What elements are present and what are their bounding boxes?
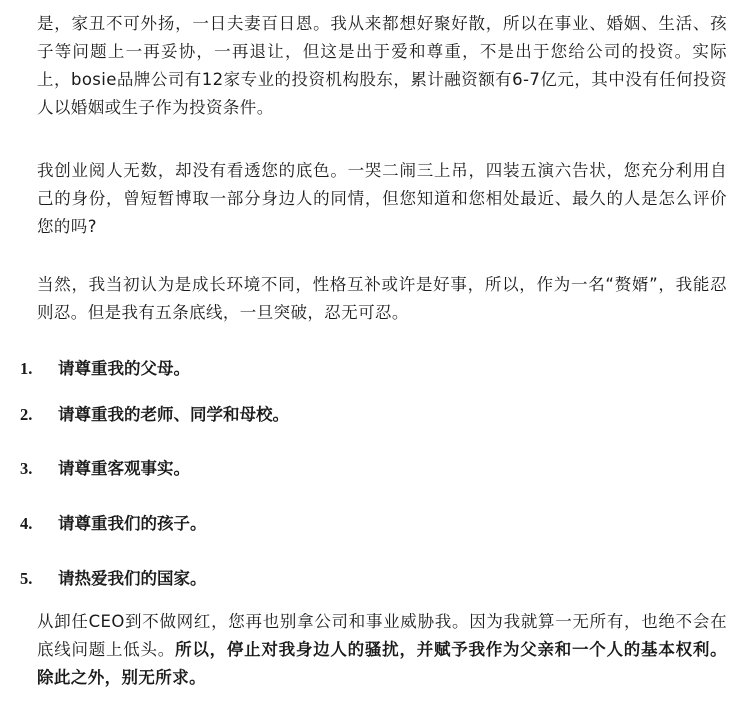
paragraph-character: 我创业阅人无数，却没有看透您的底色。一哭二闹三上吊，四装五演六告状，您充分利用自己的身份，曾短暂博取一部分身边人的同情，但您知道和您相处最近、最久的人是怎么评价您的吗? (37, 161, 727, 236)
bottom-line-item-1 (20, 357, 720, 381)
list-number: 2. (20, 405, 33, 424)
list-text: 请尊重我们的孩子。 (58, 514, 207, 533)
list-number: 5. (20, 569, 33, 588)
list-number: 4. (20, 514, 33, 533)
list-number: 3. (20, 459, 33, 478)
list-text: 请热爱我们的国家。 (58, 569, 207, 588)
bottom-line-item-4 (20, 512, 720, 536)
list-text: 请尊重我的父母。 (58, 359, 190, 378)
list-text: 请尊重我的老师、同学和母校。 (58, 405, 289, 424)
paragraph-compromise: 是，家丑不可外扬，一日夫妻百日恩。我从来都想好聚好散，所以在事业、婚姻、生活、孩子等问题上一再妥协，一再退让，但这是出于爱和尊重，不是出于您给公司的投资。实际上，bosie品牌公司有12家专业的投资机构股东，累计融资额有6-7亿元，其中没有任何投资人以婚姻或生子作为投资条件。 (37, 14, 727, 117)
list-number: 1. (20, 359, 33, 378)
list-text: 请尊重客观事实。 (58, 459, 190, 478)
paragraph-bottom-lines-intro: 当然，我当初认为是成长环境不同，性格互补或许是好事，所以，作为一名“赘婿”，我能忍则忍。但是我有五条底线，一旦突破，忍无可忍。 (37, 275, 727, 322)
bottom-line-item-2 (20, 403, 720, 427)
closing-normal-text: 从卸任CEO到不做网红，您再也别拿公司和事业威胁我。因为我就算一无所有，也绝不会在底线问题上低头。 (37, 612, 727, 659)
bottom-line-item-5 (20, 567, 720, 591)
paragraph-closing (37, 608, 727, 692)
closing-bold-text: 所以，停止对我身边人的骚扰，并赋予我作为父亲和一个人的基本权利。除此之外，别无所求。 (37, 640, 727, 687)
bottom-line-item-3 (20, 457, 720, 481)
